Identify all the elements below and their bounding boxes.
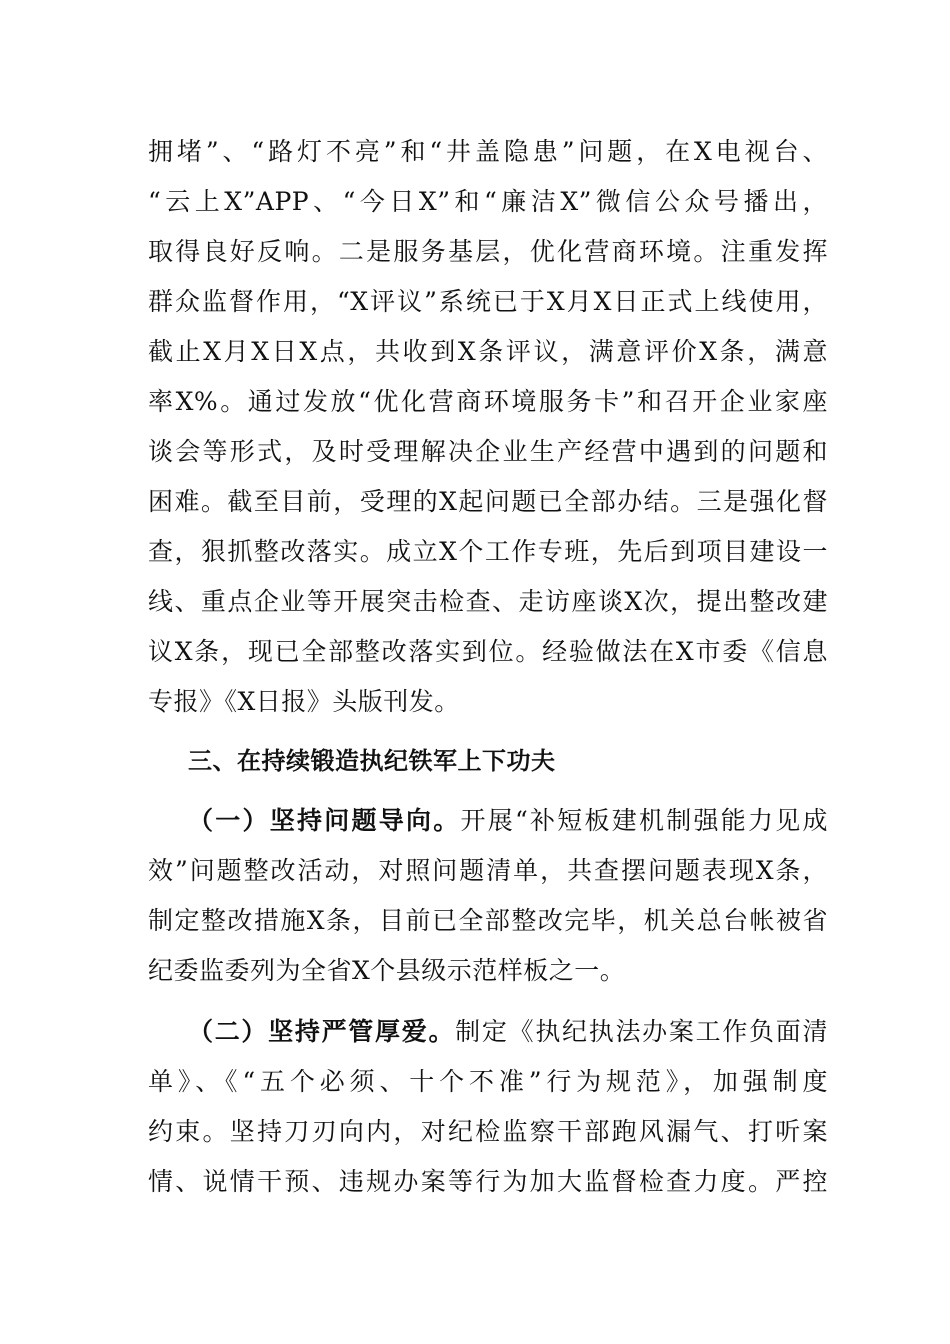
item-first-line: [188, 1017, 828, 1047]
paragraph-line: 查，狠抓整改落实。成立X个工作专班，先后到项目建设一: [148, 537, 828, 566]
item-lead: （二）坚持严管厚爱。: [188, 1017, 456, 1046]
paragraph-line: 谈会等形式，及时受理解决企业生产经营中遇到的问题和: [148, 437, 828, 466]
paragraph-line: 困难。截至目前，受理的X起问题已全部办结。三是强化督: [148, 487, 828, 516]
item-text: 开展“补短板建机制强能力见成: [460, 806, 828, 835]
paragraph-line: 群众监督作用，“X评议”系统已于X月X日正式上线使用，: [148, 287, 828, 316]
paragraph-line: 约束。坚持刀刃向内，对纪检监察干部跑风漏气、打听案: [148, 1117, 828, 1146]
paragraph-line: 单》、《“五个必须、十个不准”行为规范》，加强制度: [148, 1067, 828, 1096]
paragraph-line: 效”问题整改活动，对照问题清单，共查摆问题表现X条，: [148, 856, 828, 885]
paragraph-line: “云上X”APP、“今日X”和“廉洁X”微信公众号播出，: [148, 187, 828, 216]
paragraph-line: 议X条，现已全部整改落实到位。经验做法在X市委《信息: [148, 637, 828, 666]
paragraph-line: 拥堵”、“路灯不亮”和“井盖隐患”问题，在X电视台、: [148, 137, 828, 166]
paragraph-line: 线、重点企业等开展突击检查、走访座谈X次，提出整改建: [148, 587, 828, 616]
item-lead: （一）坚持问题导向。: [188, 806, 461, 835]
paragraph-line: 制定整改措施X条，目前已全部整改完毕，机关总台帐被省: [148, 906, 828, 935]
item-first-line: [188, 806, 828, 836]
paragraph-line: 率X%。通过发放“优化营商环境服务卡”和召开企业家座: [148, 387, 828, 416]
paragraph-line: 情、说情干预、违规办案等行为加大监督检查力度。严控: [148, 1167, 828, 1196]
item-text: 制定《执纪执法办案工作负面清: [455, 1017, 828, 1046]
paragraph-line: 取得良好反响。二是服务基层，优化营商环境。注重发挥: [148, 237, 828, 266]
paragraph-line: 纪委监委列为全省X个县级示范样板之一。: [148, 956, 626, 985]
paragraph-line: 截止X月X日X点，共收到X条评议，满意评价X条，满意: [148, 337, 828, 366]
paragraph-line: 专报》《X日报》头版刊发。: [148, 687, 460, 716]
section-heading: 三、在持续锻造执纪铁军上下功夫: [188, 747, 556, 775]
